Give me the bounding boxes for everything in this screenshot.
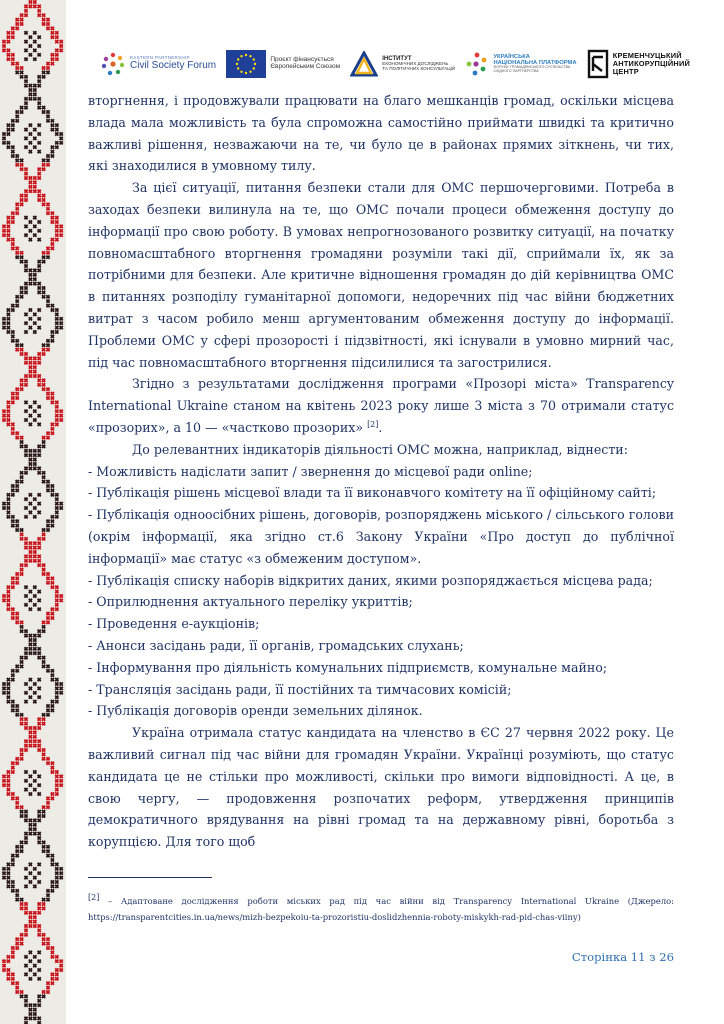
unp-dots-icon (465, 51, 489, 77)
csf-small-text: EASTERN PARTNERSHIP (130, 55, 190, 61)
list-item: - Публікація рішень місцевої влади та її виконавчого комітету на її офіційному сайті; (88, 485, 657, 501)
ier-logo (350, 51, 455, 77)
footnote (88, 893, 674, 925)
paragraph-3-text: Згідно з результатами дослідження програми «Прозорі міста» Transparency International Ukraine станом на квітень 2023 року лише 3 міста з 70 отримали статус «прозорих», а 10 — «частково прозорих» (88, 376, 674, 435)
kac-title-line-1: КРЕМЕНЧУЦЬКИЙ (612, 51, 682, 61)
paragraph-5: Україна отримала статус кандидата на членство в ЄС 27 червня 2022 року. Це важливий сигнал під час війни для громадян України. Українці розуміють, що статус кандидата це не стільки про можливості, скільки про вимоги відповідності. А це, в свою чергу, — продовження розпочатих реформ, утвердження принципів демократичного врядування на рівні громад та на державному рівні, боротьба з корупцією. Для того щоб (88, 725, 674, 850)
embroidery-pattern (0, 0, 66, 1024)
eu-text-line-2: Європейським Союзом (270, 63, 341, 70)
list-item: - Публікація списку наборів відкритих даних, якими розпоряджається місцева рада; (88, 572, 653, 588)
page-body (88, 90, 674, 853)
list-item: - Можливість надіслати запит / звернення до місцевої ради online; (88, 463, 533, 479)
list-item: - Трансляція засідань ради, її постійних та тимчасових комісій; (88, 681, 512, 697)
kac-title-line-3: ЦЕНТР (612, 66, 639, 76)
eu-text-line-1: Проєкт фінансується (270, 56, 334, 64)
paragraph-2: За цієї ситуації, питання безпеки стали для ОМС першочерговими. Потреба в заходах безпеки вилинула на те, що ОМС почали процеси обмеження доступу до інформації про свою роботу. В умовах непрогнозованого розвитку ситуації, на початку повномасштабного вторгнення громадяни розуміли такі дії, сприймали їх, як за потрібними для безпеки. Але критичне відношення громадян до дій керівництва ОМС в питаннях розподілу гуманітарної допомоги, недоречних під час війни бюджетних витрат з часом робило менш аргументованим обмеження доступу до інформації. Проблеми ОМС у сфері прозорості і підзвітності, які існували в умовно мирний час, під час повномасштабного вторгнення підсилилися та загострилися. (88, 180, 674, 370)
page-number: Сторінка 11 з 26 (571, 950, 674, 964)
footnote-text: – Адаптоване дослідження роботи міських рад під час війни від Transparency International Ukraine (Джерело: https://transparentcities.in.ua/news/mizh-bezpekoiu-ta-prozoristiu-doslidzhennia-roboty-miskykh-rad-pid-chas-viiny) (88, 896, 674, 922)
paragraph-3-end: . (378, 419, 383, 435)
paragraph-1: вторгнення, і продовжували працювати на благо мешканців громад, оскільки місцева влада мала можливість та була спроможна самостійно приймати швидкі та критично важливі рішення, незважаючи на те, чи було це в районах прямих зіткнень, чи тих, які знаходилися в умовному тилу. (88, 93, 674, 174)
unp-title-line-2: НАЦІОНАЛЬНА ПЛАТФОРМА (493, 60, 577, 67)
unp-sub-line-1: ФОРУМУ ГРОМАДЯНСЬКОГО СУСПІЛЬСТВА (493, 65, 571, 70)
ier-title: ІНСТИТУТ (382, 56, 412, 63)
list-item: - Проведення е-аукціонів; (88, 616, 260, 632)
list-item: - Оприлюднення актуального переліку укриттів; (88, 594, 413, 610)
unp-sub-line-2: СХІДНОГО ПАРТНЕРСТВА (493, 69, 539, 74)
list-item: - Інформування про діяльність комунальних підприємств, комунальне майно; (88, 659, 608, 675)
embroidery-border (0, 0, 66, 1024)
eu-logo (226, 50, 340, 78)
eu-flag-icon (226, 50, 266, 78)
ier-sub-line-2: ТА ПОЛІТИЧНИХ КОНСУЛЬТАЦІЙ (382, 66, 456, 72)
footnote-divider (88, 877, 212, 878)
kac-logo (587, 49, 690, 79)
unp-title-line-1: УКРАЇНСЬКА (493, 54, 530, 61)
footnote-ref-link[interactable]: [2] (367, 419, 379, 429)
footnote-number: [2] (88, 893, 100, 903)
paragraph-3 (88, 373, 674, 438)
kac-title-line-2: АНТИКОРУПЦІЙНИЙ (612, 59, 690, 69)
csf-logo (100, 51, 216, 77)
unp-logo (465, 51, 576, 77)
header-logos (100, 44, 690, 84)
list-item: - Публікація одноосібних рішень, договорів, розпоряджень міського / сільського голови (окрім інформації, яка згідно ст.6 Закону України «Про доступ до публічної інформації» має статус «з обмеженим доступом». (88, 507, 674, 566)
paragraph-4: До релевантних індикаторів діяльності ОМС можна, наприклад, віднести: (132, 441, 628, 457)
list-item: - Публікація договорів оренди земельних ділянок. (88, 703, 423, 719)
list-item: - Анонси засідань ради, її органів, громадських слухань; (88, 637, 464, 653)
csf-name: Civil Society Forum (130, 60, 217, 72)
ier-triangle-icon (350, 51, 378, 77)
kac-emblem-icon (587, 49, 609, 79)
ier-sub-line-1: ЕКОНОМІЧНИХ ДОСЛІДЖЕНЬ (382, 61, 449, 67)
csf-dots-icon (100, 51, 126, 77)
